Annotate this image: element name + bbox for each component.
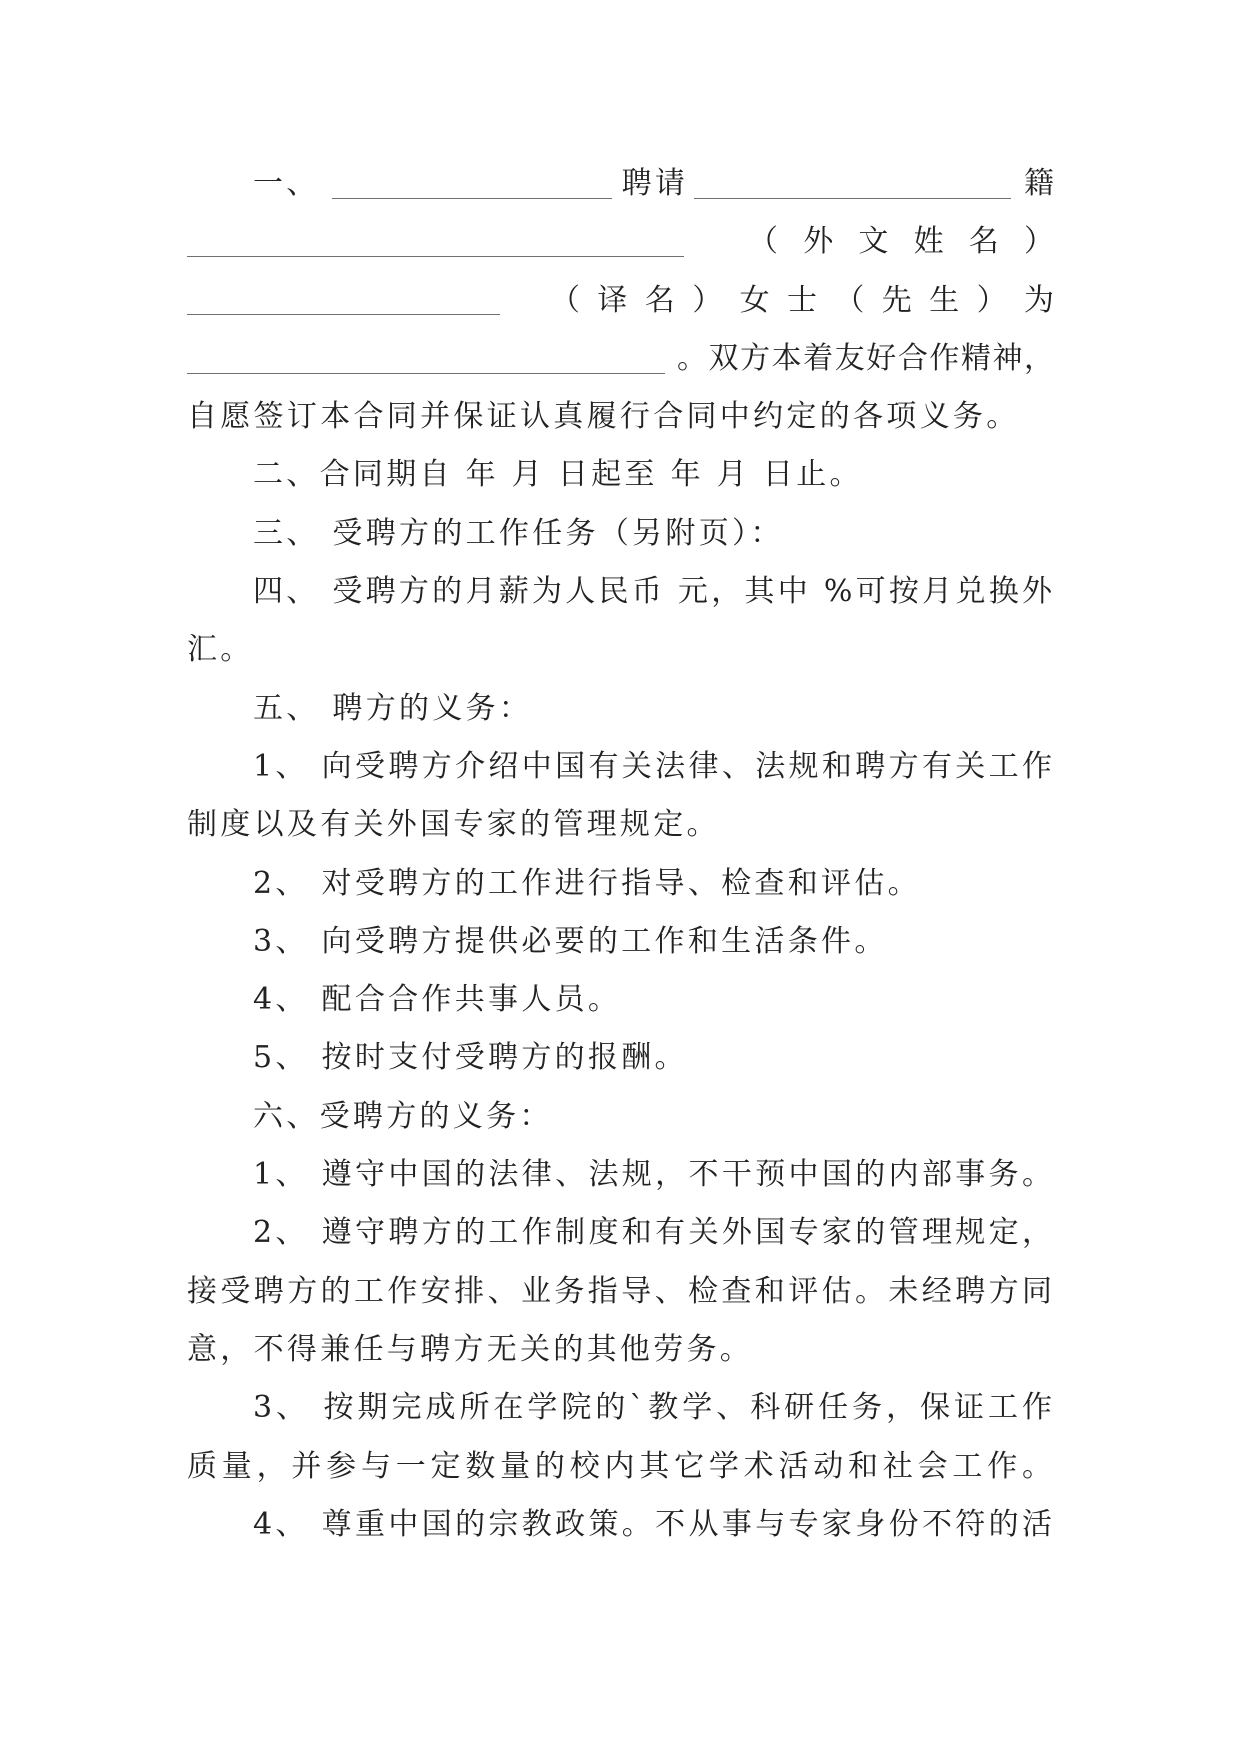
clause-4-line-1: 四、 受聘方的月薪为人民币 元，其中 %可按月兑换外 <box>253 574 1054 610</box>
clause-5-item-4: 4、 配合合作共事人员。 <box>253 982 622 1018</box>
clause-1-line-4-text: 。双方本着友好合作精神， <box>677 340 1054 376</box>
nationality-suffix: 籍 <box>1024 166 1054 201</box>
clause-5-heading: 五、 聘方的义务： <box>253 690 533 726</box>
clause-5-item-1-line-1: 1、 向受聘方介绍中国有关法律、法规和聘方有关工作 <box>253 748 1054 784</box>
clause-6-item-3-line-1: 3、 按期完成所在学院的`教学、科研任务，保证工作 <box>253 1390 1054 1426</box>
clause-1-line-4 <box>187 330 1054 388</box>
clause-1-line-5: 自愿签订本合同并保证认真履行合同中约定的各项义务。 <box>187 399 1020 435</box>
nationality-blank <box>694 198 1011 199</box>
clause-1-line-1 <box>187 155 1054 213</box>
clause-5-item-2: 2、 对受聘方的工作进行指导、检查和评估。 <box>253 865 921 901</box>
clause-6-heading: 六、受聘方的义务： <box>253 1098 553 1134</box>
clause-6-item-3-line-2: 质量，并参与一定数量的校内其它学术活动和社会工作。 <box>187 1448 1054 1484</box>
clause-2: 二、合同期自 年 月 日起至 年 月 日止。 <box>253 457 863 493</box>
clause-6-item-2-line-2: 接受聘方的工作安排、业务指导、检查和评估。未经聘方同 <box>187 1273 1054 1309</box>
foreign-name-label: （ 外 文 姓 名 ） <box>748 224 1054 260</box>
clause-5-item-3: 3、 向受聘方提供必要的工作和生活条件。 <box>253 923 888 959</box>
clause-6-item-4-line-1: 4、 尊重中国的宗教政策。不从事与专家身份不符的活 <box>253 1506 1054 1542</box>
clause-1-number: 一、 <box>253 166 320 201</box>
translated-name-label: （ 译 名 ） 女 士 （ 先 生 ） 为 <box>550 282 1054 318</box>
foreign-name-blank <box>187 256 684 257</box>
clause-1-line-3 <box>187 272 1054 330</box>
clause-1-line-2 <box>187 213 1054 271</box>
clause-6-item-1: 1、 遵守中国的法律、法规，不干预中国的内部事务。 <box>253 1157 1054 1193</box>
position-blank <box>187 373 665 374</box>
contract-body <box>187 155 1054 1554</box>
clause-5-item-1-line-2: 制度以及有关外国专家的管理规定。 <box>187 807 720 843</box>
clause-5-item-5: 5、 按时支付受聘方的报酬。 <box>253 1040 688 1076</box>
clause-6-item-2-line-1: 2、 遵守聘方的工作制度和有关外国专家的管理规定， <box>253 1215 1054 1251</box>
employer-blank <box>332 198 612 199</box>
clause-6-item-2-line-3: 意，不得兼任与聘方无关的其他劳务。 <box>187 1331 754 1367</box>
hire-word: 聘请 <box>621 166 689 201</box>
clause-3: 三、 受聘方的工作任务（另附页）： <box>253 515 784 551</box>
translated-name-blank <box>187 314 500 315</box>
clause-4-line-2: 汇。 <box>187 632 254 668</box>
